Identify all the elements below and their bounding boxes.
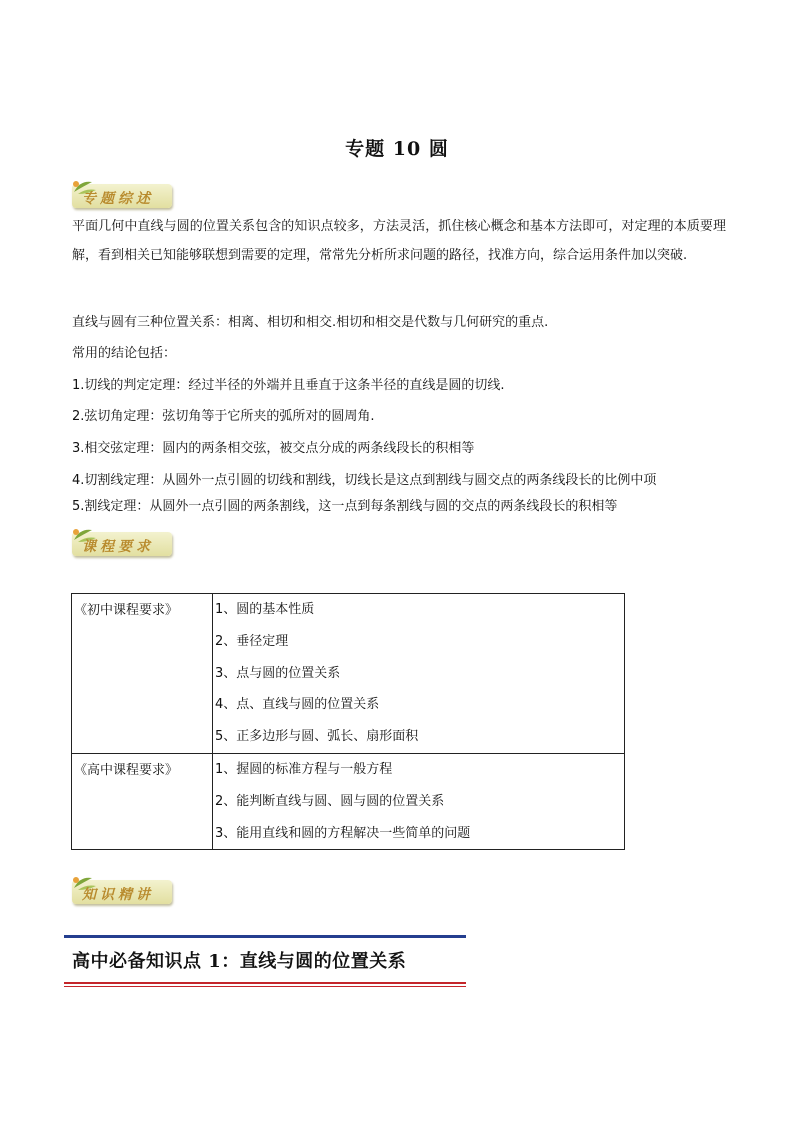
table-cell-level <box>72 594 213 754</box>
document-title: 专题 10 圆 <box>345 138 449 160</box>
conclusions-intro: 常用的结论包括： <box>72 346 177 361</box>
list-item: 1、握圆的标准方程与一般方程 <box>215 761 393 777</box>
list-item: 4、点、直线与圆的位置关系 <box>215 697 380 713</box>
level-label: 《初中课程要求》 <box>74 603 179 618</box>
section-badge-knowledge <box>70 874 174 906</box>
badge-label: 专题综述 <box>82 191 154 207</box>
overview-paragraph: 平面几何中直线与圆的位置关系包含的知识点较多，方法灵活，抓住核心概念和基本方法即可，对定理的本质要理解，看到相关已知能够联想到需要的定理，常常先分析所求问题的路径，找准方向，综合运用条件加以突破. <box>72 219 726 263</box>
table-cell-items <box>213 753 625 849</box>
badge-label: 知识精讲 <box>82 887 154 903</box>
table-cell-items <box>213 594 625 754</box>
list-item: 1、圆的基本性质 <box>215 602 315 617</box>
heading-rule-top <box>64 935 466 938</box>
heading-rule-bottom-thin <box>64 986 466 987</box>
conclusion-item-1: 1.切线的判定定理：经过半径的外端并且垂直于这条半径的直线是圆的切线. <box>72 378 505 393</box>
knowledge-point-heading: 高中必备知识点 1：直线与圆的位置关系 <box>72 951 407 972</box>
heading-rule-bottom <box>64 982 466 984</box>
list-item: 2、垂径定理 <box>215 633 289 649</box>
conclusion-item-4: 4.切割线定理：从圆外一点引圆的切线和割线，切线长是这点到割线与圆交点的两条线段长的比例中项 <box>72 473 657 488</box>
conclusion-item-5: 5.割线定理：从圆外一点引圆的两条割线，这一点到每条割线与圆的交点的两条线段长的积相等 <box>72 499 618 514</box>
table-cell-level <box>72 753 213 849</box>
level-label: 《高中课程要求》 <box>74 762 179 778</box>
list-item: 3、能用直线和圆的方程解决一些简单的问题 <box>215 825 471 841</box>
list-item: 5、正多边形与圆、弧长、扇形面积 <box>215 729 419 745</box>
conclusion-item-2: 2.弦切角定理：弦切角等于它所夹的弧所对的圆周角. <box>72 409 375 424</box>
table-row <box>72 594 625 754</box>
relations-text: 直线与圆有三种位置关系：相离、相切和相交.相切和相交是代数与几何研究的重点. <box>72 315 549 330</box>
table-row <box>72 753 625 849</box>
section-badge-requirements <box>70 526 174 558</box>
section-badge-overview <box>70 178 174 210</box>
list-item: 2、能判断直线与圆、圆与圆的位置关系 <box>215 793 445 809</box>
badge-label: 课程要求 <box>82 539 154 555</box>
conclusion-item-3: 3.相交弦定理：圆内的两条相交弦，被交点分成的两条线段长的积相等 <box>72 441 475 456</box>
course-requirements-table <box>71 593 625 850</box>
list-item: 3、点与圆的位置关系 <box>215 665 341 681</box>
